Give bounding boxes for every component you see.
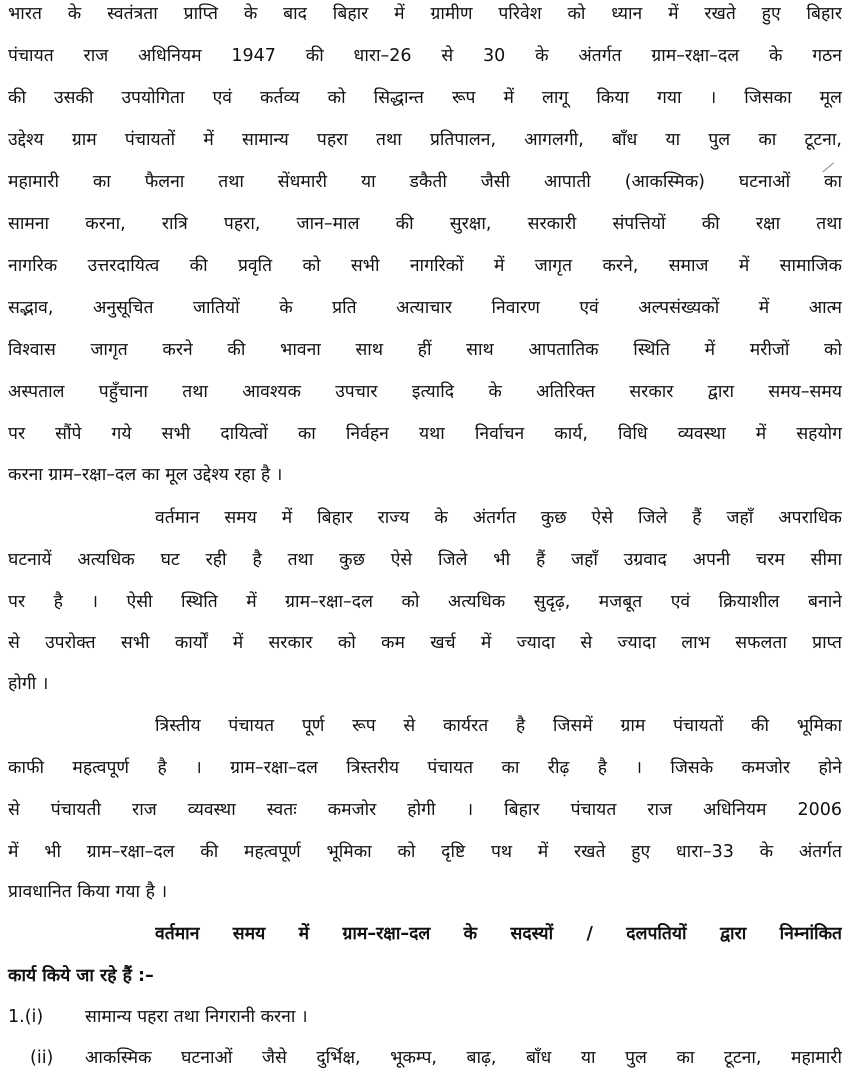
- list-item-text: सामान्य पहरा तथा निगरानी करना ।: [85, 1007, 308, 1027]
- paragraph-line: वर्तमान समय में बिहार राज्य के अंतर्गत कुछ ऐसे जिले हैं जहाँ अपराधिक: [155, 508, 842, 528]
- paragraph-line: सामना करना, रात्रि पहरा, जान–माल की सुरक्षा, सरकारी संपत्तियों की रक्षा तथा: [8, 214, 842, 234]
- paragraph-line: पर सौंपे गये सभी दायित्वों का निर्वहन यथा निर्वाचन कार्य, विधि व्यवस्था में सहयोग: [8, 424, 842, 444]
- paragraph-line: पंचायत राज अधिनियम 1947 की धारा–26 से 30 के अंतर्गत ग्राम–रक्षा–दल के गठन: [8, 46, 842, 66]
- paragraph-line: से पंचायती राज व्यवस्था स्वतः कमजोर होगी । बिहार पंचायत राज अधिनियम 2006: [8, 800, 842, 820]
- paragraph-line: करना ग्राम–रक्षा–दल का मूल उद्देश्य रहा है ।: [8, 465, 283, 485]
- list-item-number: 1.(i): [8, 1007, 44, 1027]
- paragraph-line: वर्तमान समय में ग्राम–रक्षा–दल के सदस्यों / दलपतियों द्वारा निम्नांकित: [155, 924, 842, 944]
- paragraph-line: उद्देश्य ग्राम पंचायतों में सामान्य पहरा तथा प्रतिपालन, आगलगी, बाँध या पुल का टूटना,: [8, 130, 842, 150]
- paragraph-line: होगी ।: [8, 674, 49, 694]
- paragraph-line: पर है । ऐसी स्थिति में ग्राम–रक्षा–दल को अत्यधिक सुदृढ़, मजबूत एवं क्रियाशील बनाने: [8, 592, 842, 612]
- paragraph-line: भारत के स्वतंत्रता प्राप्ति के बाद बिहार में ग्रामीण परिवेश को ध्यान में रखते हुए बिहार: [8, 4, 842, 24]
- paragraph-line: में भी ग्राम–रक्षा–दल की महत्वपूर्ण भूमिका को दृष्टि पथ में रखते हुए धारा–33 के अंतर्गत: [8, 842, 842, 862]
- list-item-number: (ii): [30, 1048, 54, 1068]
- paragraph-line: विश्वास जागृत करने की भावना साथ हीं साथ आपतातिक स्थिति में मरीजों को: [8, 340, 842, 360]
- paragraph-line: नागरिक उत्तरदायित्व की प्रवृति को सभी नागरिकों में जागृत करने, समाज में सामाजिक: [8, 256, 842, 276]
- paragraph-line: अस्पताल पहुँचाना तथा आवश्यक उपचार इत्यादि के अतिरिक्त सरकार द्वारा समय–समय: [8, 382, 842, 402]
- paragraph-line: त्रिस्तीय पंचायत पूर्ण रूप से कार्यरत है जिसमें ग्राम पंचायतों की भूमिका: [155, 716, 842, 736]
- paragraph-line: प्रावधानित किया गया है ।: [8, 882, 168, 902]
- paragraph-line: काफी महत्वपूर्ण है । ग्राम–रक्षा–दल त्रिस्तरीय पंचायत का रीढ़ है । जिसके कमजोर होने: [8, 758, 842, 778]
- paragraph-line: सद्भाव, अनुसूचित जातियों के प्रति अत्याचार निवारण एवं अल्पसंख्यकों में आत्म: [8, 298, 842, 318]
- paragraph-line: की उसकी उपयोगिता एवं कर्तव्य को सिद्धान्त रूप में लागू किया गया । जिसका मूल: [8, 88, 842, 108]
- paragraph-line: कार्य किये जा रहे हैं :–: [8, 966, 154, 986]
- paragraph-line: महामारी का फैलना तथा सेंधमारी या डकैती जैसी आपाती (आकस्मिक) घटनाओं का: [8, 172, 842, 192]
- list-item-text: आकस्मिक घटनाओं जैसे दुर्भिक्ष, भूकम्प, बाढ़, बाँध या पुल का टूटना, महामारी: [85, 1048, 842, 1068]
- paragraph-line: से उपरोक्त सभी कार्यों में सरकार को कम खर्च में ज्यादा से ज्यादा लाभ सफलता प्राप्त: [8, 633, 842, 653]
- paragraph-line: घटनायें अत्यधिक घट रही है तथा कुछ ऐसे जिले भी हैं जहाँ उग्रवाद अपनी चरम सीमा: [8, 550, 842, 570]
